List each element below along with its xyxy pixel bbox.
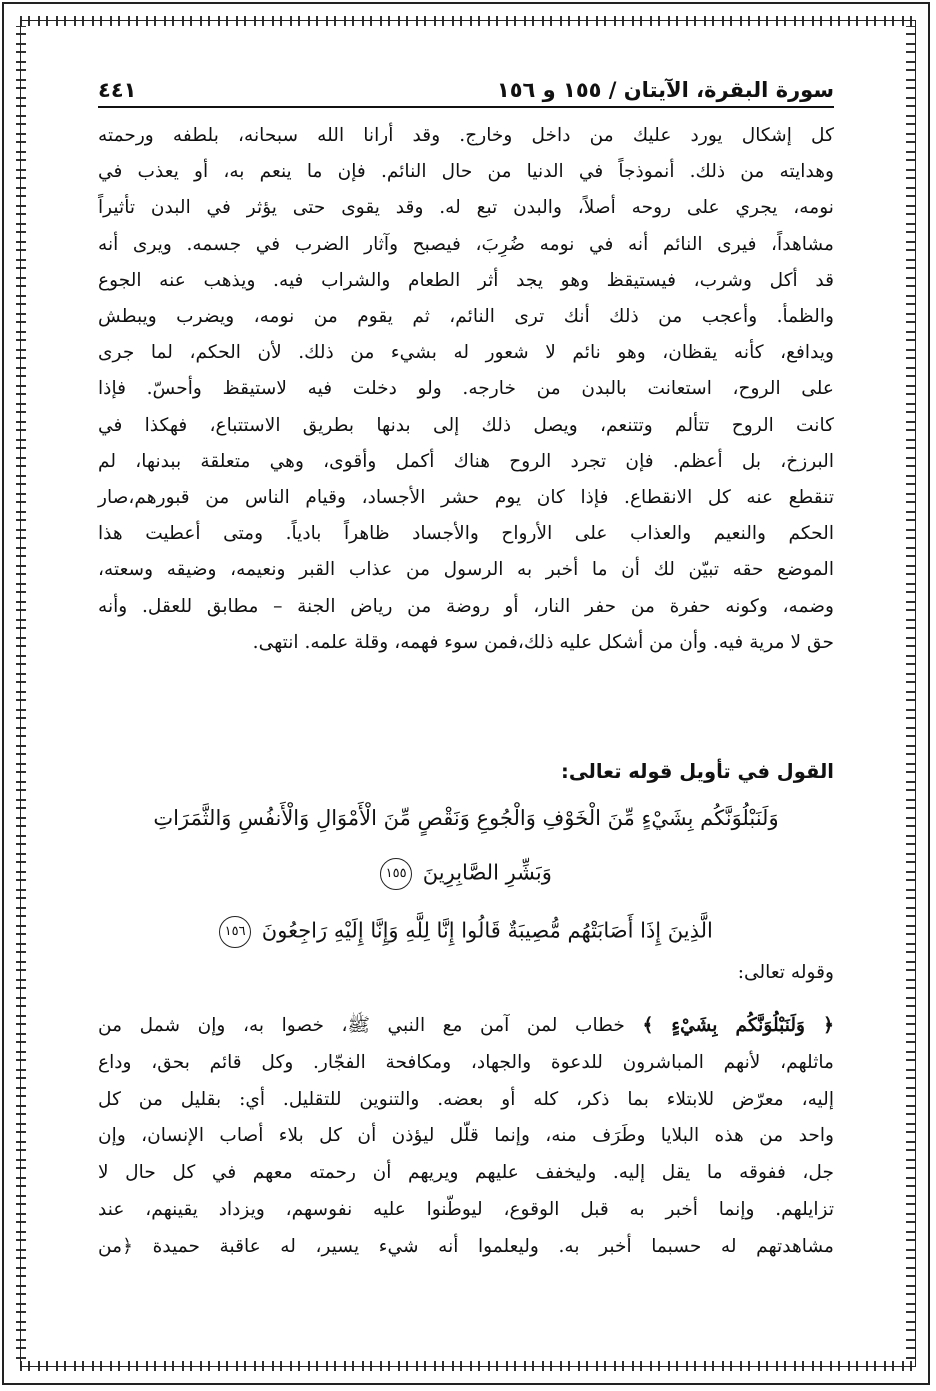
- body-line: الموضع حقه تبيّن لك أن ما أخبر به الرسول من عذاب القبر ونعيمه، وضيقه وسعته،: [98, 559, 834, 581]
- body-line: تنقطع عنه كل الانقطاع. فإذا كان يوم حشر الأجساد، وقيام الناس من قبورهم،صار: [98, 487, 834, 509]
- body-line: قد أكل وشرب، فيستيقظ وهو يجد أثر الطعام والشراب فيه. ويذهب عنه الجوع: [98, 269, 834, 291]
- page-number: ٤٤١: [98, 78, 137, 102]
- header-rule: [98, 106, 834, 108]
- commentary-intro: وقوله تعالى:: [737, 962, 834, 983]
- body-line: ويدافع، كأنه يقظان، وهو نائم لا شعور له بشيء من ذلك. لأن الحكم، لما جرى: [98, 342, 834, 364]
- section-heading: القول في تأويل قوله تعالى:: [561, 760, 834, 783]
- body-line: وضمه، وكونه حفرة من حفر النار، أو روضة من رياض الجنة – مطابق للعقل. وأنه: [98, 595, 834, 617]
- verse-156: [98, 916, 834, 948]
- body-text: [98, 118, 834, 661]
- commentary-line: مشاهدتهم له حسبما أخبر به. وليعلموا أنه شيء يسير، له عاقبة حميدة ﴿من: [98, 1235, 834, 1257]
- aya-number-mark: ١٥٦: [219, 916, 251, 948]
- verse-156-text: الَّذِينَ إِذَا أَصَابَتْهُم مُّصِيبَةٌ قَالُوا إِنَّا لِلَّهِ وَإِنَّا إِلَيْهِ رَاجِعُونَ: [261, 918, 713, 943]
- commentary-line: جل، ففوقه ما يقل إليه. وليخفف عليهم ويريهم أن رحمته معهم في كل حال لا: [98, 1162, 834, 1184]
- verse-155-text: وَبَشِّرِ الصَّابِرِينَ: [422, 860, 552, 885]
- commentary-line: إليه، معرّض للابتلاء بما ذكر، كله أو بعضه. والتنوين للتقليل. أي: بقليل من كل: [98, 1088, 834, 1110]
- body-line: وهدايته من ذلك. أنموذجاً في الدنيا من حال النائم. فإن ما ينعم به، أو يعذب في: [98, 161, 834, 183]
- commentary-line: تزايلهم. وإنما أخبر به قبل الوقوع، ليوطّنوا عليه نفوسهم، ويزداد يقينهم، عند: [98, 1198, 834, 1220]
- commentary-line-text: خطاب لمن آمن مع النبي ﷺ، خصوا به، وإن شمل من: [98, 1015, 625, 1036]
- commentary-line: ماثلهم، لأنهم المباشرون للدعوة والجهاد، ومكافحة الفجّار. وكل قائم بحق، وداع: [98, 1051, 834, 1073]
- body-line: حق لا مرية فيه. وأن من أشكل عليه ذلك،فمن سوء فهمه، وقلة علمه. انتهى.: [252, 631, 834, 653]
- aya-number-mark: ١٥٥: [380, 858, 412, 890]
- commentary-text: [98, 1008, 834, 1266]
- verse-155-line-2: [98, 858, 834, 890]
- body-line: نومه، يجري على روحه أصلاً، والبدن تبع له. وقد يقوى حتى يؤثر في البدن تأثيراً: [98, 197, 834, 219]
- commentary-line: واحد من هذه البلايا وطَرَف منه، وإنما قلّل ليؤذن أن كل بلاء أصاب الإنسان، وإن: [98, 1125, 834, 1147]
- commentary-line: [98, 1008, 834, 1045]
- body-line: على الروح، استعانت بالبدن من خارجه. ولو دخلت فيه لاستيقظ وأحسّ. فإذا: [98, 378, 834, 400]
- quoted-verse: ﴿ وَلَنَبْلُوَنَّكُم بِشَيْءٍ ﴾: [642, 1015, 834, 1036]
- body-line: الحكم والنعيم والعذاب على الأرواح والأجساد ظاهراً بادياً. ومتى أعطيت هذا: [98, 523, 834, 545]
- body-line: والظمأ. وأعجب من ذلك أنك ترى النائم، ثم يقوم من نومه، ويضرب ويبطش: [98, 306, 834, 328]
- body-line: كانت الروح تتألم وتتنعم، ويصل ذلك إلى بدنها بطريق الاستتباع، فهكذا في: [98, 414, 834, 436]
- verse-155-line-1: وَلَنَبْلُوَنَّكُم بِشَيْءٍ مِّنَ الْخَوْفِ وَالْجُوعِ وَنَقْصٍ مِّنَ الْأَمْوَالِ وَالْأَنفُسِ وَالثَّمَرَاتِ: [153, 806, 779, 830]
- page-header: [98, 66, 834, 102]
- body-line: مشاهداً، فيرى النائم أنه في نومه ضُرِبَ، فيصبح وآثار الضرب في جسمه. ويرى أنه: [98, 233, 834, 255]
- running-title: سورة البقرة، الآيتان / ١٥٥ و ١٥٦: [496, 78, 834, 102]
- body-line: كل إشكال يورد عليك من داخل وخارج. وقد أرانا الله سبحانه، بلطفه ورحمته: [98, 125, 834, 146]
- body-line: البرزخ، بل أعظم. فإن تجرد الروح هناك أكمل وأقوى، وهي متعلقة ببدنها، لم: [98, 450, 834, 472]
